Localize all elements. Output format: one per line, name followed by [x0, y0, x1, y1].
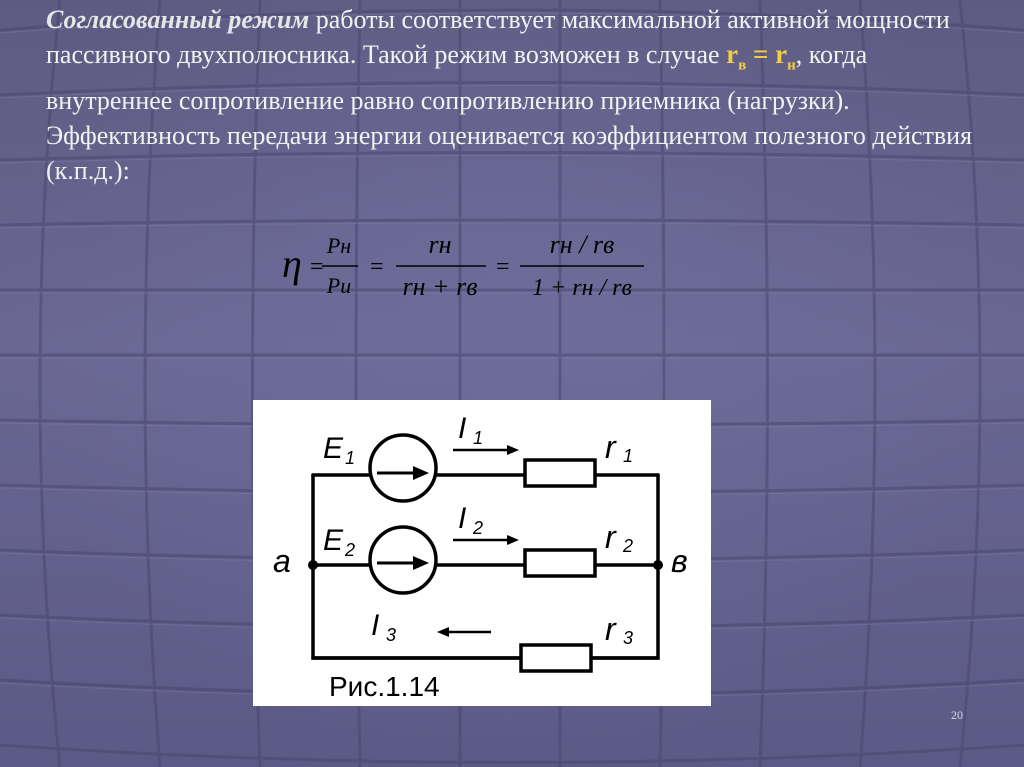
slide-number: 20 [951, 708, 963, 722]
label-i2: I [458, 502, 467, 535]
label-r3: r [605, 611, 616, 647]
node-a-dot [308, 560, 318, 570]
label-r1-sub: 1 [623, 446, 634, 466]
formula-frac3-num: rн / rв [549, 230, 615, 259]
condition-sub-left: в [738, 57, 747, 74]
formula-frac3-den: 1 + rн / rв [532, 275, 632, 301]
efficiency-formula [282, 222, 682, 312]
label-i1: I [458, 412, 467, 445]
figure-caption: Рис.1.14 [329, 671, 440, 702]
label-node-b: в [671, 543, 688, 579]
circuit-diagram [253, 400, 711, 706]
resistor-r1 [525, 460, 595, 486]
condition-r-left: r [726, 39, 739, 69]
formula-frac2-num: rн [428, 230, 452, 259]
label-e1: E [323, 432, 344, 465]
current-i3-arrowhead [437, 627, 449, 637]
resistor-r3 [521, 645, 591, 671]
label-r3-sub: 3 [623, 628, 634, 648]
condition-formula [726, 39, 796, 74]
label-e2-sub: 2 [345, 540, 356, 560]
formula-frac2-den: rн + rв [402, 272, 478, 301]
condition-equals: = [746, 39, 776, 69]
label-node-a: a [273, 543, 291, 579]
paragraph-text-1: работы соответствует максимальной активной мощности пассивного двухполюсника. Такой режим возможен в случае [46, 5, 950, 69]
label-i2-sub: 2 [473, 518, 484, 538]
formula-frac1-num: Pн [326, 233, 352, 258]
label-e2: E [323, 524, 344, 557]
condition-sub-right: н [787, 57, 796, 74]
description-paragraph [46, 2, 996, 188]
circuit-figure [253, 400, 711, 706]
label-r1: r [605, 429, 616, 465]
formula-frac1-den: Pи [326, 273, 352, 298]
current-i1-arrowhead [507, 445, 519, 455]
label-i3-sub: 3 [386, 625, 397, 645]
formula-equals-3: = [496, 254, 510, 280]
condition-r-right: r [775, 39, 788, 69]
term-matched-mode: Согласованный режим [46, 5, 310, 34]
source-e2-circle [370, 527, 436, 593]
source-e1-circle [370, 435, 436, 501]
label-r2-sub: 2 [623, 536, 634, 556]
formula-eta: η [282, 241, 302, 286]
label-r2: r [605, 519, 616, 555]
paragraph-text-2: , когда внутреннее сопротивление равно сопротивлению приемника (нагрузки). Эффективность передачи энергии оценивается коэффициентом полезного действия (к.п.д.): [46, 40, 973, 186]
label-i1-sub: 1 [473, 428, 484, 448]
formula-equals-2: = [370, 254, 384, 280]
current-i2-arrowhead [507, 535, 519, 545]
resistor-r2 [525, 550, 595, 576]
formula-equals-1: = [310, 254, 324, 280]
node-b-dot [653, 560, 663, 570]
label-i3: I [371, 609, 380, 642]
label-e1-sub: 1 [345, 448, 356, 468]
